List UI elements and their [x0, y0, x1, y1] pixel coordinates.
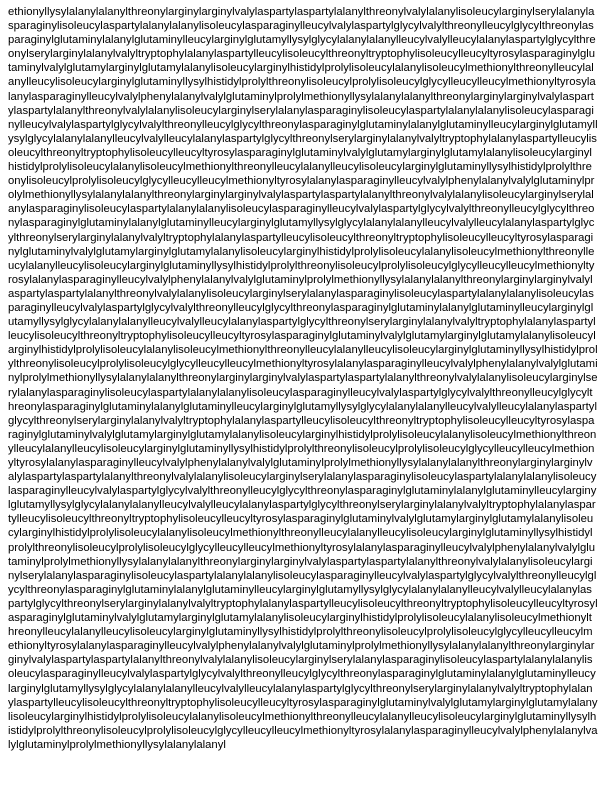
protein-name-text: ethionyllysylalanylalanylthreonylarginylarginylvalylaspartylaspartylalanylthreonylvalylalanylisoleucylarginylserylalanylasparaginylisoleucylaspartylalanylalanylisoleucylasparaginylleucylvalylaspartylglycylvalylthreonylleucylglycylthreonylasparaginylglutaminylalanylglutaminylleucylarginylglutamyllysylglycylalanylalanylleucylvalylleucylalanylaspartylglycylthreonylserylarginylalanylvalyltryptophylalanylaspartylleucylisoleucylthreonyltryptophylisoleucylleucyltyrosylasparaginylglutaminylvalylglutamylarginylglutamylalanylisoleucylarginylhistidylprolylisoleucylalanylisoleucylmethionylthreonylleucylalanylleucylisoleucylarginylglutaminyllysylhistidylprolylthreonylisoleucylprolylisoleucylglycylleucylleucylmethionyltyrosylalanylasparaginylleucylvalylphenylalanylvalylglutaminylprolylmethionyllysylalanylalanylthreonylarginylarginylvalylaspartylaspartylalanylthreonylvalylalanylisoleucylarginylserylalanylasparaginylisoleucylaspartylalanylalanylisoleucylasparaginylleucylvalylaspartylglycylvalylthreonylleucylglycylthreonylasparaginylglutaminylalanylglutaminylleucylarginylglutamyllysylglycylalanylalanylleucylvalylleucylalanylaspartylglycylthreonylserylarginylalanylvalyltryptophylalanylaspartylleucylisoleucylthreonyltryptophylisoleucylleucyltyrosylasparaginylglutaminylvalylglutamylarginylglutamylalanylisoleucylarginylhistidylprolylisoleucylalanylisoleucylmethionylthreonylleucylalanylleucylisoleucylarginylglutaminyllysylhistidylprolylthreonylisoleucylprolylisoleucylglycylleucylleucylmethionyltyrosylalanylasparaginylleucylvalylphenylalanylvalylglutaminylprolylmethionyllysylalanylalanylthreonylarginylarginylvalylaspartylaspartylalanylthreonylvalylalanylisoleucylarginylserylalanylasparaginylisoleucylaspartylalanylalanylisoleucylasparaginylleucylvalylaspartylglycylvalylthreonylleucylglycylthreonylasparaginylglutaminylalanylglutaminylleucylarginylglutamyllysylglycylalanylalanylleucylvalylleucylalanylaspartylglycylthreonylserylarginylalanylvalyltryptophylalanylaspartylleucylisoleucylthreonyltryptophylisoleucylleucyltyrosylasparaginylglutaminylvalylglutamylarginylglutamylalanylisoleucylarginylhistidylprolylisoleucylalanylisoleucylmethionylthreonylleucylalanylleucylisoleucylarginylglutaminyllysylhistidylprolylthreonylisoleucylprolylisoleucylglycylleucylleucylmethionyltyrosylalanylasparaginylleucylvalylphenylalanylvalylglutaminylprolylmethionyllysylalanylalanylthreonylarginylarginylvalylaspartylaspartylalanylthreonylvalylalanylisoleucylarginylserylalanylasparaginylisoleucylaspartylalanylalanylisoleucylasparaginylleucylvalylaspartylglycylvalylthreonylleucylglycylthreonylasparaginylglutaminylalanylglutaminylleucylarginylglutamyllysylglycylalanylalanylleucylvalylleucylalanylaspartylglycylthreonylserylarginylalanylvalyltryptophylalanylaspartylleucylisoleucylthreonyltryptophylisoleucylleucyltyrosylasparaginylglutaminylvalylglutamylarginylglutamylalanylisoleucylarginylhistidylprolylisoleucylalanylisoleucylmethionylthreonylleucylalanylleucylisoleucylarginylglutaminyllysylhistidylprolylthreonylisoleucylprolylisoleucylglycylleucylleucylmethionyltyrosylalanylasparaginylleucylvalylphenylalanylvalylglutaminylprolylmethionyllysylalanylalanylthreonylarginylarginylvalylaspartylaspartylalanylthreonylvalylalanylisoleucylarginylserylalanylasparaginylisoleucylaspartylalanylalanylisoleucylasparaginylleucylvalylaspartylglycylvalylthreonylleucylglycylthreonylasparaginylglutaminylalanylglutaminylleucylarginylglutamyllysylglycylalanylalanylleucylvalylleucylalanylaspartylglycylthreonylserylarginylalanylvalyltryptophylalanylaspartylleucylisoleucylthreonyltryptophylisoleucylleucyltyrosylasparaginylglutaminylvalylglutamylarginylglutamylalanylisoleucylarginylhistidylprolylisoleucylalanylisoleucylmethionylthreonylleucylalanylleucylisoleucylarginylglutaminyllysylhistidylprolylthreonylisoleucylprolylisoleucylglycylleucylleucylmethionyltyrosylalanylasparaginylleucylvalylphenylalanylvalylglutaminylprolylmethionyllysylalanylalanylthreonylarginylarginylvalylaspartylaspartylalanylthreonylvalylalanylisoleucylarginylserylalanylasparaginylisoleucylaspartylalanylalanylisoleucylasparaginylleucylvalylaspartylglycylvalylthreonylleucylglycylthreonylasparaginylglutaminylalanylglutaminylleucylarginylglutamyllysylglycylalanylalanylleucylvalylleucylalanylaspartylglycylthreonylserylarginylalanylvalyltryptophylalanylaspartylleucylisoleucylthreonyltryptophylisoleucylleucyltyrosylasparaginylglutaminylvalylglutamylarginylglutamylalanylisoleucylarginylhistidylprolylisoleucylalanylisoleucylmethionylthreonylleucylalanylleucylisoleucylarginylglutaminyllysylhistidylprolylthreonylisoleucylprolylisoleucylglycylleucylleucylmethionyltyrosylalanylasparaginylleucylvalylphenylalanylvalylglutaminylprolylmethionyllysylalanylalanylthreonylarginylarginylvalylaspartylaspartylalanylthreonylvalylalanylisoleucylarginylserylalanylasparaginylisoleucylaspartylalanylalanylisoleucylasparaginylleucylvalylaspartylglycylvalylthreonylleucylglycylthreonylasparaginylglutaminylalanylglutaminylleucylarginylglutamyllysylglycylalanylalanylleucylvalylleucylalanylaspartylglycylthreonylserylarginylalanylvalyltryptophylalanylaspartylleucylisoleucylthreonyltryptophylisoleucylleucyltyrosylasparaginylglutaminylvalylglutamylarginylglutamylalanylisoleucylarginylhistidylprolylisoleucylalanylisoleucylmethionylthreonylleucylalanylleucylisoleucylarginylglutaminyllysylhistidylprolylthreonylisoleucylprolylisoleucylglycylleucylleucylmethionyltyrosylalanylasparaginylleucylvalylphenylalanylvalylglutaminylprolylmethionyllysylalanylalanylthreonylarginylarginylvalylaspartylaspartylalanylthreonylvalylalanylisoleucylarginylserylalanylasparaginylisoleucylaspartylalanylalanylisoleucylasparaginylleucylvalylaspartylglycylvalylthreonylleucylglycylthreonylasparaginylglutaminylalanylglutaminylleucylarginylglutamyllysylglycylalanylalanylleucylvalylleucylalanylaspartylglycylthreonylserylarginylalanylvalyltryptophylalanylaspartylleucylisoleucylthreonyltryptophylisoleucylleucyltyrosylasparaginylglutaminylvalylglutamylarginylglutamylalanylisoleucylarginylhistidylprolylisoleucylalanylisoleucylmethionylthreonylleucylalanylleucylisoleucylarginylglutaminyllysylhistidylprolylthreonylisoleucylprolylisoleucylglycylleucylleucylmethionyltyrosylalanylasparaginylleucylvalylphenylalanylvalylglutaminylprolylmethionyllysylalanylalanyl: [8, 6, 598, 751]
